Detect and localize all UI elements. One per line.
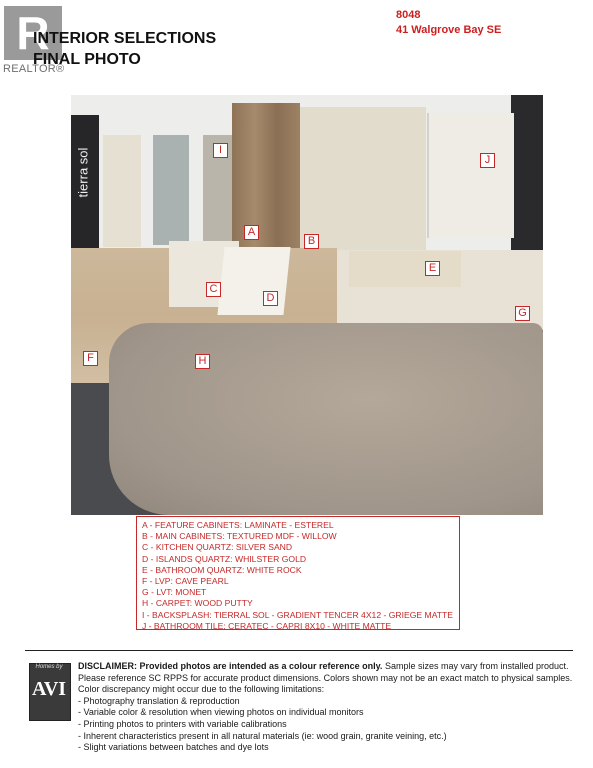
photo-label-e: E [425, 261, 440, 276]
legend-item-j: J - BATHROOM TILE: CERATEC - CAPRI 8X10 - WHITE MATTE [142, 620, 392, 631]
photo-label-b: B [304, 234, 319, 249]
right-wall-dark [511, 95, 543, 255]
disclaimer-divider [25, 650, 573, 651]
builder-logo-tagline: Homes by [35, 664, 63, 670]
disclaimer-bullet: - Photography translation & reproduction [78, 695, 240, 706]
photo-label-j: J [480, 153, 495, 168]
legend-item-b: B - MAIN CABINETS: TEXTURED MDF - WILLOW [142, 531, 337, 542]
selections-legend [136, 516, 460, 630]
disclaimer-bold-text: Provided photos are intended as a colour reference only. [139, 661, 383, 671]
disclaimer-bullet: - Slight variations between batches and dye lots [78, 742, 269, 753]
photo-label-c: C [206, 282, 221, 297]
photo-label-h: H [195, 354, 210, 369]
lot-number: 8048 [396, 9, 421, 21]
sample-quartz-d [217, 247, 290, 315]
legend-item-f: F - LVP: CAVE PEARL [142, 576, 229, 587]
legend-item-g: G - LVT: MONET [142, 587, 207, 598]
samples-photo [71, 95, 543, 515]
page-title [33, 28, 216, 70]
sample-quartz-e [349, 251, 461, 287]
realtor-logo-mark: R [16, 7, 50, 59]
builder-logo-name: AVI [31, 678, 67, 700]
lot-address: 41 Walgrove Bay SE [396, 24, 502, 36]
realtor-logo-text: REALTOR® [3, 63, 65, 75]
disclaimer [78, 661, 578, 754]
legend-item-h: H - CARPET: WOOD PUTTY [142, 598, 253, 609]
title-line-2: FINAL PHOTO [33, 51, 141, 68]
sample-carpet [109, 323, 543, 515]
legend-item-e: E - BATHROOM QUARTZ: WHITE ROCK [142, 564, 302, 575]
tierrasol-brand-text: tierra sol [75, 147, 91, 198]
disclaimer-bullet: - Inherent characteristics present in all natural materials (ie: wood grain, granite veining, etc.) [78, 730, 447, 741]
legend-item-c: C - KITCHEN QUARTZ: SILVER SAND [142, 542, 293, 553]
photo-label-f: F [83, 351, 98, 366]
disclaimer-bullet: - Printing photos to printers with variable calibrations [78, 718, 287, 729]
photo-label-g: G [515, 306, 530, 321]
sample-laminate [232, 103, 300, 248]
tile-grey-blue [153, 135, 189, 245]
disclaimer-body: Sample sizes may vary from installed product. Please reference SC RPPS for accurate product dimensions. Colors shown may not be an exact match to physical samples. Color discrepancy might occur due to the following limitations: [78, 661, 573, 695]
disclaimer-bullet: - Variable color & resolution when viewing photos on individual monitors [78, 707, 364, 718]
photo-label-d: D [263, 291, 278, 306]
title-line-1: INTERIOR SELECTIONS [33, 30, 217, 47]
legend-item-d: D - ISLANDS QUARTZ: WHILSTER GOLD [142, 553, 307, 564]
photo-label-i: I [213, 143, 228, 158]
lot-info [396, 8, 501, 38]
disclaimer-heading: DISCLAIMER: [78, 661, 137, 671]
disclaimer-paragraph [78, 661, 578, 696]
legend-item-a: A - FEATURE CABINETS: LAMINATE - ESTEREL [142, 520, 334, 530]
tile-cream [103, 135, 141, 247]
legend-item-i: I - BACKSPLASH: TIERRAL SOL - GRADIENT TENCER 4X12 - GRIEGE MATTE [142, 609, 454, 620]
photo-label-a: A [244, 225, 259, 240]
sample-bath-tile [427, 113, 514, 238]
